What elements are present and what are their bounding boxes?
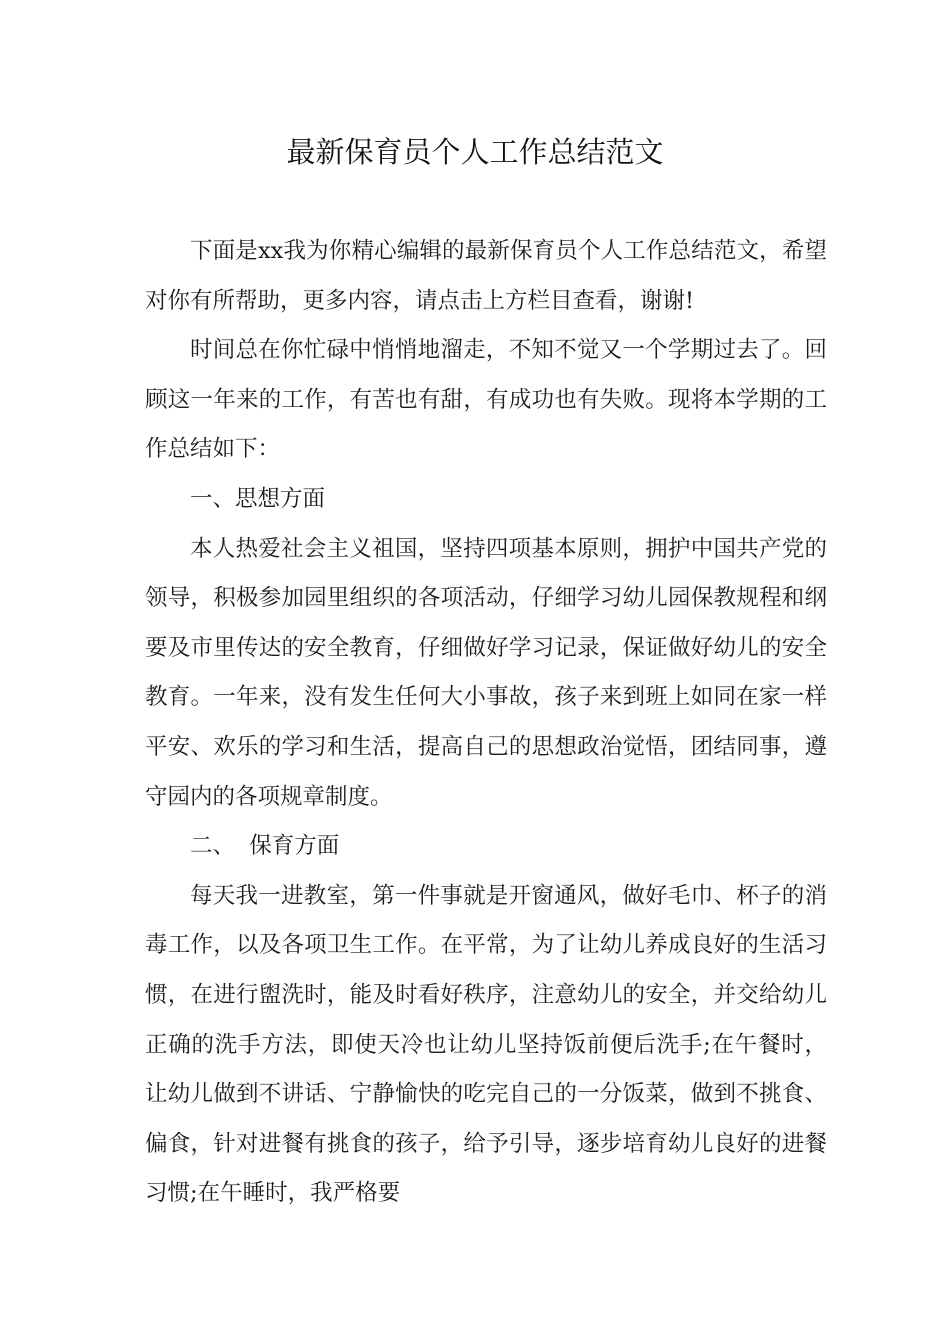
paragraph-intro: 下面是xx我为你精心编辑的最新保育员个人工作总结范文，希望对你有所帮助，更多内容，请点击上方栏目查看，谢谢! bbox=[145, 238, 827, 314]
document-title: 最新保育员个人工作总结范文 bbox=[286, 135, 664, 169]
paragraph-overview: 时间总在你忙碌中悄悄地溜走，不知不觉又一个学期过去了。回顾这一年来的工作，有苦也有甜，有成功也有失败。现将本学期的工作总结如下： bbox=[145, 337, 827, 463]
paragraph-thought: 本人热爱社会主义祖国，坚持四项基本原则，拥护中国共产党的领导，积极参加园里组织的各项活动，仔细学习幼儿园保教规程和纲要及市里传达的安全教育，仔细做好学习记录，保证做好幼儿的安全教育。一年来，没有发生任何大小事故，孩子来到班上如同在家一样平安、欢乐的学习和生活，提高自己的思想政治觉悟，团结同事，遵守园内的各项规章制度。 bbox=[145, 535, 827, 810]
section-heading-thought: 一、思想方面 bbox=[190, 485, 326, 512]
paragraph-care: 每天我一进教室，第一件事就是开窗通风，做好毛巾、杯子的消毒工作，以及各项卫生工作。在平常，为了让幼儿养成良好的生活习惯，在进行盥洗时，能及时看好秩序，注意幼儿的安全，并交给幼儿正确的洗手方法，即使天冷也让幼儿坚持饭前便后洗手;在午餐时，让幼儿做到不讲话、宁静愉快的吃完自己的一分饭菜，做到不挑食、偏食，针对进餐有挑食的孩子，给予引导，逐步培育幼儿良好的进餐习惯;在午睡时，我严格要 bbox=[145, 882, 827, 1207]
document-body bbox=[145, 227, 827, 1219]
section-heading-care: 二、 保育方面 bbox=[190, 833, 340, 860]
